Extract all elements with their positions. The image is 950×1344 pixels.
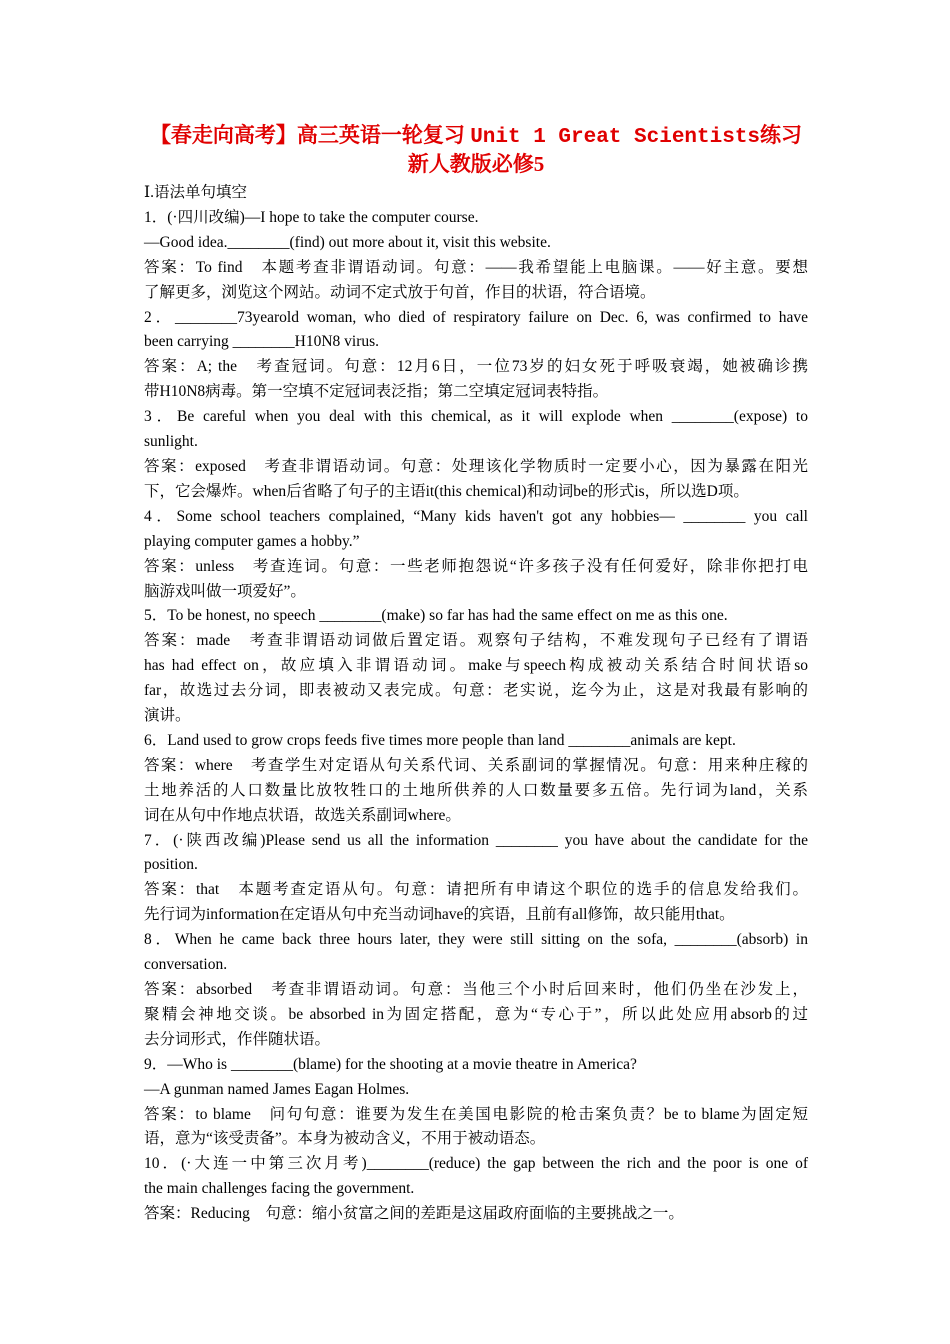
text-line: 答案：unless 考查连词。句意：一些老师抱怨说“许多孩子没有任何爱好，除非你把打电: [144, 557, 808, 575]
text-line: 答案：A; the 考查冠词。句意：12月6日，一位73岁的妇女死于呼吸衰竭，她被确诊携: [144, 358, 808, 376]
text-line: 2．________73yearold woman, who died of respiratory failure on Dec. 6, was confirmed to have: [144, 308, 808, 326]
exercise-body: [144, 206, 808, 1227]
document-page: [144, 122, 808, 1227]
text-line: conversation.: [144, 956, 228, 974]
text-line: 了解更多，浏览这个网站。动词不定式放于句首，作目的状语，符合语境。: [144, 283, 656, 301]
text-line: 脑游戏叫做一项爱好”。: [144, 582, 306, 600]
text-line: —A gunman named James Eagan Holmes.: [144, 1080, 410, 1098]
text-line: has had effect on，故应填入非谓语动词。make与speech构成被动关系结合时间状语so: [144, 657, 808, 675]
text-line: 语，意为“该受责备”。本身为被动含义，不用于被动语态。: [144, 1130, 546, 1148]
text-line: 答案：Reducing 句意：缩小贫富之间的差距是这届政府面临的主要挑战之一。: [144, 1205, 684, 1223]
text-line: the main challenges facing the government.: [144, 1180, 415, 1198]
text-line: 10．(·大连一中第三次月考)________(reduce) the gap between the rich and the poor is one of: [144, 1155, 808, 1173]
section-heading: Ⅰ.语法单句填空: [144, 184, 247, 201]
text-line: 聚精会神地交谈。be absorbed in为固定搭配，意为“专心于”，所以此处应用absorb的过: [144, 1005, 808, 1023]
text-line: 答案：that 本题考查定语从句。句意：请把所有申请这个职位的选手的信息发给我们。: [144, 881, 808, 899]
text-line: 7．(·陕西改编)Please send us all the information ________ you have about the candidate for the: [144, 831, 808, 849]
text-line: 答案：where 考查学生对定语从句关系代词、关系副词的掌握情况。句意：用来种庄稼的: [144, 756, 808, 774]
text-line: 土地养活的人口数量比放牧牲口的土地所供养的人口数量要多五倍。先行词为land，关系: [144, 781, 808, 799]
text-line: playing computer games a hobby.”: [144, 532, 360, 550]
text-line: 答案：absorbed 考查非谓语动词。句意：当他三个小时后回来时，他们仍坐在沙发上，: [144, 981, 808, 998]
text-line: far，故选过去分词，即表被动又表完成。句意：老实说，迄今为止，这是对我最有影响的: [144, 682, 808, 700]
title-line-2: 新人教版必修5: [407, 152, 545, 176]
text-line: 9．—Who is ________(blame) for the shooting at a movie theatre in America?: [144, 1055, 637, 1073]
text-line: —Good idea.________(find) out more about it, visit this website.: [144, 233, 551, 251]
text-line: 词在从句中作地点状语，故选关系副词where。: [144, 806, 461, 824]
text-line: 先行词为information在定语从句中充当动词have的宾语，且前有all修饰，故只能用that。: [144, 906, 735, 924]
text-line: position.: [144, 856, 198, 874]
text-line: 答案：to blame 问句句意：谁要为发生在美国电影院的枪击案负责？be to blame为固定短: [144, 1105, 808, 1123]
document-title: [124, 122, 828, 177]
text-line: 3．Be careful when you deal with this chemical, as it will explode when ________(expose) to: [144, 408, 808, 426]
text-line: 5．To be honest, no speech ________(make) so far has had the same effect on me as this one.: [144, 607, 728, 625]
text-line: sunlight.: [144, 433, 198, 451]
text-line: 8．When he came back three hours later, they were still sitting on the sofa, ________(absorb) in: [144, 931, 808, 949]
text-line: 带H10N8病毒。第一空填不定冠词表泛指；第二空填定冠词表特指。: [144, 383, 609, 401]
text-line: been carrying ________H10N8 virus.: [144, 333, 380, 351]
text-line: 6．Land used to grow crops feeds five times more people than land ________animals are kept.: [144, 731, 736, 749]
text-line: 去分词形式，作伴随状语。: [144, 1030, 331, 1048]
text-line: 下，它会爆炸。when后省略了句子的主语it(this chemical)和动词be的形式is，所以选D项。: [144, 482, 749, 500]
text-line: 答案：exposed 考查非谓语动词。句意：处理该化学物质时一定要小心，因为暴露在阳光: [144, 457, 808, 475]
title-line-1: 【春走向高考】高三英语一轮复习 Unit 1 Great Scientists练习: [149, 123, 803, 149]
text-line: 1．(·四川改编)—I hope to take the computer course.: [144, 208, 479, 226]
text-line: 答案：made 考查非谓语动词做后置定语。观察句子结构，不难发现句子已经有了谓语: [144, 632, 808, 650]
text-line: 答案：To find 本题考查非谓语动词。句意：——我希望能上电脑课。——好主意。要想: [144, 258, 808, 276]
text-line: 演讲。: [144, 707, 191, 725]
text-line: 4．Some school teachers complained, “Many kids haven't got any hobbies— ________ you call: [144, 507, 808, 525]
